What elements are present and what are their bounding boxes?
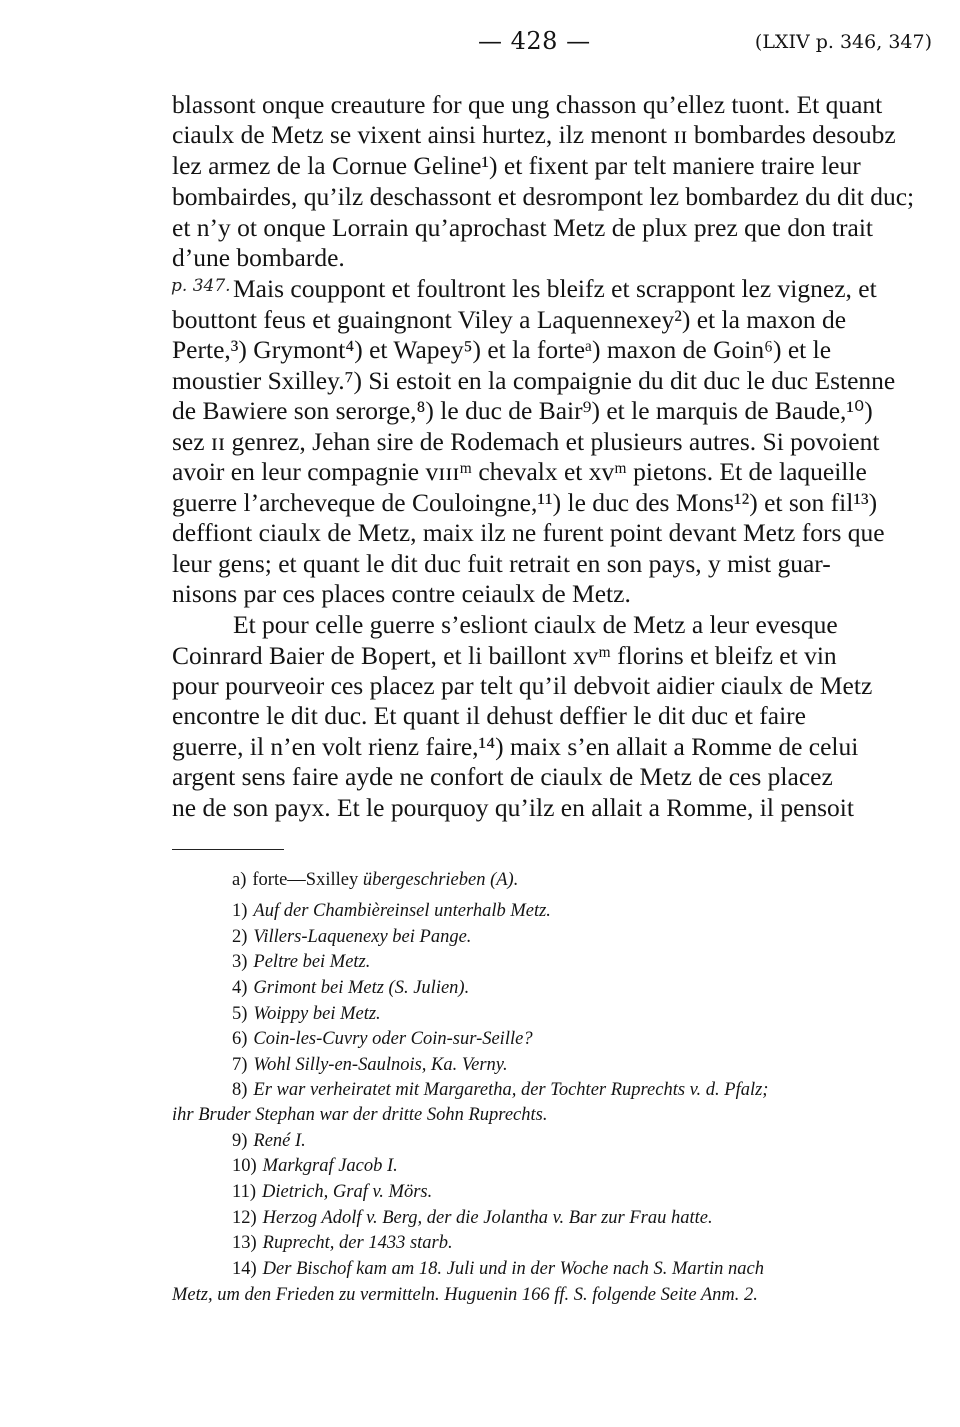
body-line: bombairdes, qu’ilz deschassont et desrompont lez bombardez du dit duc; (172, 182, 915, 211)
footnote-text: Metz, um den Frieden zu vermitteln. Huguenin 166 ff. S. folgende Seite Anm. 2. (172, 1285, 758, 1305)
body-line: moustier Sxilley.⁷) Si estoit en la compaignie du dit duc le duc Estenne (172, 366, 896, 395)
footnote (232, 1206, 713, 1230)
footnote-note: übergeschrieben (A). (362, 870, 519, 890)
footnote-marker: 1) (232, 901, 248, 921)
body-line: de Bawiere son serorge,⁸) le duc de Bair⁹) et le marquis de Baude,¹⁰) (172, 396, 873, 425)
body-line: Perte,³) Grymont⁴) et Wapey⁵) et la forteᵃ) maxon de Goin⁶) et le (172, 335, 832, 364)
body-line: Et pour celle guerre s’esliont ciaulx de Metz a leur evesque (233, 610, 838, 639)
footnote-continuation (172, 1103, 547, 1127)
footnote (232, 1129, 306, 1153)
footnote-marker: 2) (232, 927, 248, 947)
body-line: avoir en leur compagnie ᴠɪɪɪᵐ chevalx et xᴠᵐ pietons. Et de laqueille (172, 457, 867, 486)
body-line: guerre l’archeveque de Couloingne,¹¹) le duc des Mons¹²) et son fil¹³) (172, 488, 878, 517)
footnote-text: Woippy bei Metz. (253, 1004, 381, 1024)
body-line: et n’y ot onque Lorrain qu’aprochast Metz de plux prez que don trait (172, 213, 874, 242)
footnote-text: Coin-les-Cuvry oder Coin-sur-Seille? (253, 1029, 533, 1049)
footnote-text: Auf der Chambièreinsel unterhalb Metz. (253, 901, 551, 921)
footnote (232, 899, 551, 923)
footnote-text: Markgraf Jacob I. (262, 1156, 398, 1176)
body-line: Mais couppont et foultront les bleifz et scrappont lez vignez, et (233, 274, 877, 303)
body-line: deffiont ciaulx de Metz, maix ilz ne furent point devant Metz fors que (172, 518, 885, 547)
footnote-marker: 7) (232, 1055, 248, 1075)
footnote-marker: 5) (232, 1004, 248, 1024)
body-line: encontre le dit duc. Et quant il dehust deffier le dit duc et faire (172, 701, 806, 730)
margin-page-note: p. 347. (171, 276, 231, 296)
footnote-marker: a) (232, 870, 247, 890)
body-line: d’une bombarde. (172, 243, 345, 272)
footnote-text: Ruprecht, der 1433 starb. (262, 1233, 453, 1253)
footnote (232, 868, 518, 892)
footnote (232, 1078, 768, 1102)
footnote-text: Peltre bei Metz. (253, 952, 371, 972)
footnote-text: Villers-Laquenexy bei Pange. (253, 927, 472, 947)
footnote-text: René I. (253, 1131, 306, 1151)
body-line: nisons par ces places contre ceiaulx de Metz. (172, 579, 631, 608)
body-line: ciaulx de Metz se vixent ainsi hurtez, ilz menont ɪɪ bombardes desoubz (172, 120, 896, 149)
body-line: Coinrard Baier de Bopert, et li baillont xᴠᵐ florins et bleifz et vin (172, 641, 837, 670)
footnote-text: Herzog Adolf v. Berg, der die Jolantha v. Bar zur Frau hatte. (262, 1208, 713, 1228)
footnote-text: Grimont bei Metz (S. Julien). (253, 978, 470, 998)
footnote (232, 1180, 432, 1204)
page-number: — 428 — (478, 27, 591, 55)
footnote-divider (172, 849, 284, 850)
body-line: ne de son payx. Et le pourquoy qu’ilz en allait a Romme, il pensoit (172, 793, 854, 822)
footnote (232, 1154, 398, 1178)
footnote (232, 1027, 533, 1051)
body-line: sez ɪɪ genrez, Jehan sire de Rodemach et plusieurs autres. Si povoient (172, 427, 880, 456)
footnote (232, 925, 471, 949)
footnote (232, 976, 469, 1000)
footnote (232, 1002, 381, 1026)
footnote-text: Wohl Silly-en-Saulnois, Ka. Verny. (253, 1055, 508, 1075)
footnote-marker: 12) (232, 1208, 257, 1228)
body-line: lez armez de la Cornue Geline¹) et fixent par telt maniere traire leur (172, 151, 861, 180)
footnote-text: ihr Bruder Stephan war der dritte Sohn Ruprechts. (172, 1105, 548, 1125)
footnote (232, 1053, 508, 1077)
footnote-continuation (172, 1283, 758, 1307)
body-line: guerre, il n’en volt rienz faire,¹⁴) maix s’en allait a Romme de celui (172, 732, 859, 761)
footnote-marker: 11) (232, 1182, 256, 1202)
footnote-marker: 3) (232, 952, 248, 972)
body-line: argent sens faire ayde ne confort de ciaulx de Metz de ces placez (172, 762, 833, 791)
footnote-text: Dietrich, Graf v. Mörs. (261, 1182, 433, 1202)
body-line: blassont onque creauture for que ung chasson qu’ellez tuont. Et quant (172, 90, 883, 119)
footnote (232, 1231, 453, 1255)
footnote-marker: 10) (232, 1156, 257, 1176)
footnote (232, 1257, 764, 1281)
footnote-text: Er war verheiratet mit Margaretha, der Tochter Ruprechts v. d. Pfalz; (253, 1080, 769, 1100)
page-reference: (LXIV p. 346, 347) (754, 31, 932, 53)
footnote-marker: 13) (232, 1233, 257, 1253)
footnote-marker: 14) (232, 1259, 257, 1279)
footnote-marker: 9) (232, 1131, 248, 1151)
footnote-marker: 4) (232, 978, 248, 998)
body-line: leur gens; et quant le dit duc fuit retrait en son pays, y mist guar- (172, 549, 831, 578)
footnote-text: forte—Sxilley (252, 870, 359, 890)
footnote-text: Der Bischof kam am 18. Juli und in der Woche nach S. Martin nach (262, 1259, 764, 1279)
body-line: bouttont feus et guaingnont Viley a Laquennexey²) et la maxon de (172, 305, 847, 334)
footnote (232, 950, 370, 974)
footnote-marker: 6) (232, 1029, 248, 1049)
body-line: pour pourveoir ces placez par telt qu’il debvoit aidier ciaulx de Metz (172, 671, 873, 700)
footnote-marker: 8) (232, 1080, 248, 1100)
